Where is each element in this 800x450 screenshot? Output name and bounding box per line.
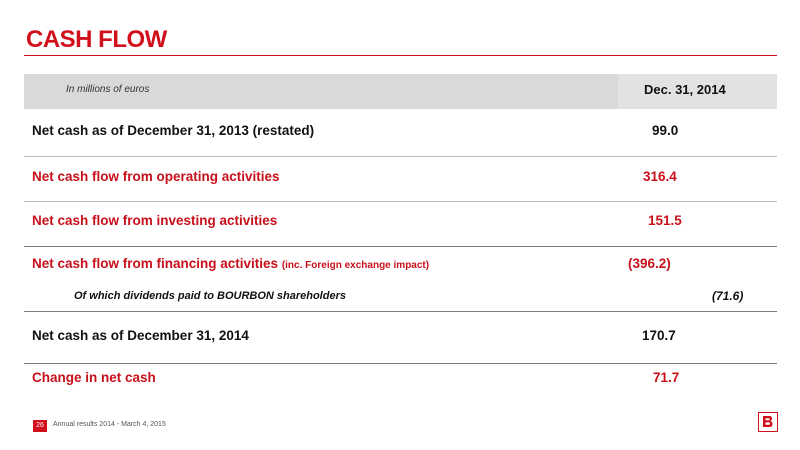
units-label: In millions of euros: [66, 84, 150, 95]
row-divider: [24, 201, 777, 202]
table-header: [24, 74, 777, 109]
footer-text: Annual results 2014 - March 4, 2015: [53, 421, 166, 428]
row-value: 316.4: [643, 169, 677, 184]
row-value: 71.7: [653, 370, 680, 385]
row-divider: [24, 246, 777, 247]
row-value: 170.7: [642, 328, 676, 343]
row-label: Change in net cash: [32, 370, 156, 385]
row-divider: [24, 363, 777, 364]
column-header: Dec. 31, 2014: [644, 82, 726, 97]
page-number-badge: 26: [33, 420, 47, 432]
row-value: (396.2): [628, 256, 671, 271]
row-label: Net cash flow from operating activities: [32, 169, 280, 184]
page-title: CASH FLOW: [26, 26, 167, 53]
row-label: Net cash flow from investing activities: [32, 213, 278, 228]
row-value: 151.5: [648, 213, 682, 228]
sub-row-value: (71.6): [712, 289, 744, 303]
sub-row-label: Of which dividends paid to BOURBON shareholders: [74, 290, 346, 302]
bourbon-logo-icon: [758, 412, 778, 432]
row-divider: [24, 156, 777, 157]
row-label: Net cash as of December 31, 2014: [32, 328, 249, 343]
row-divider: [24, 311, 777, 312]
row-label-text: Net cash flow from financing activities: [32, 256, 279, 271]
row-value: 99.0: [652, 123, 679, 138]
row-label-note: (inc. Foreign exchange impact): [281, 260, 430, 271]
title-divider: [24, 55, 777, 56]
row-label: [32, 256, 429, 271]
row-label: Net cash as of December 31, 2013 (restated): [32, 123, 315, 138]
